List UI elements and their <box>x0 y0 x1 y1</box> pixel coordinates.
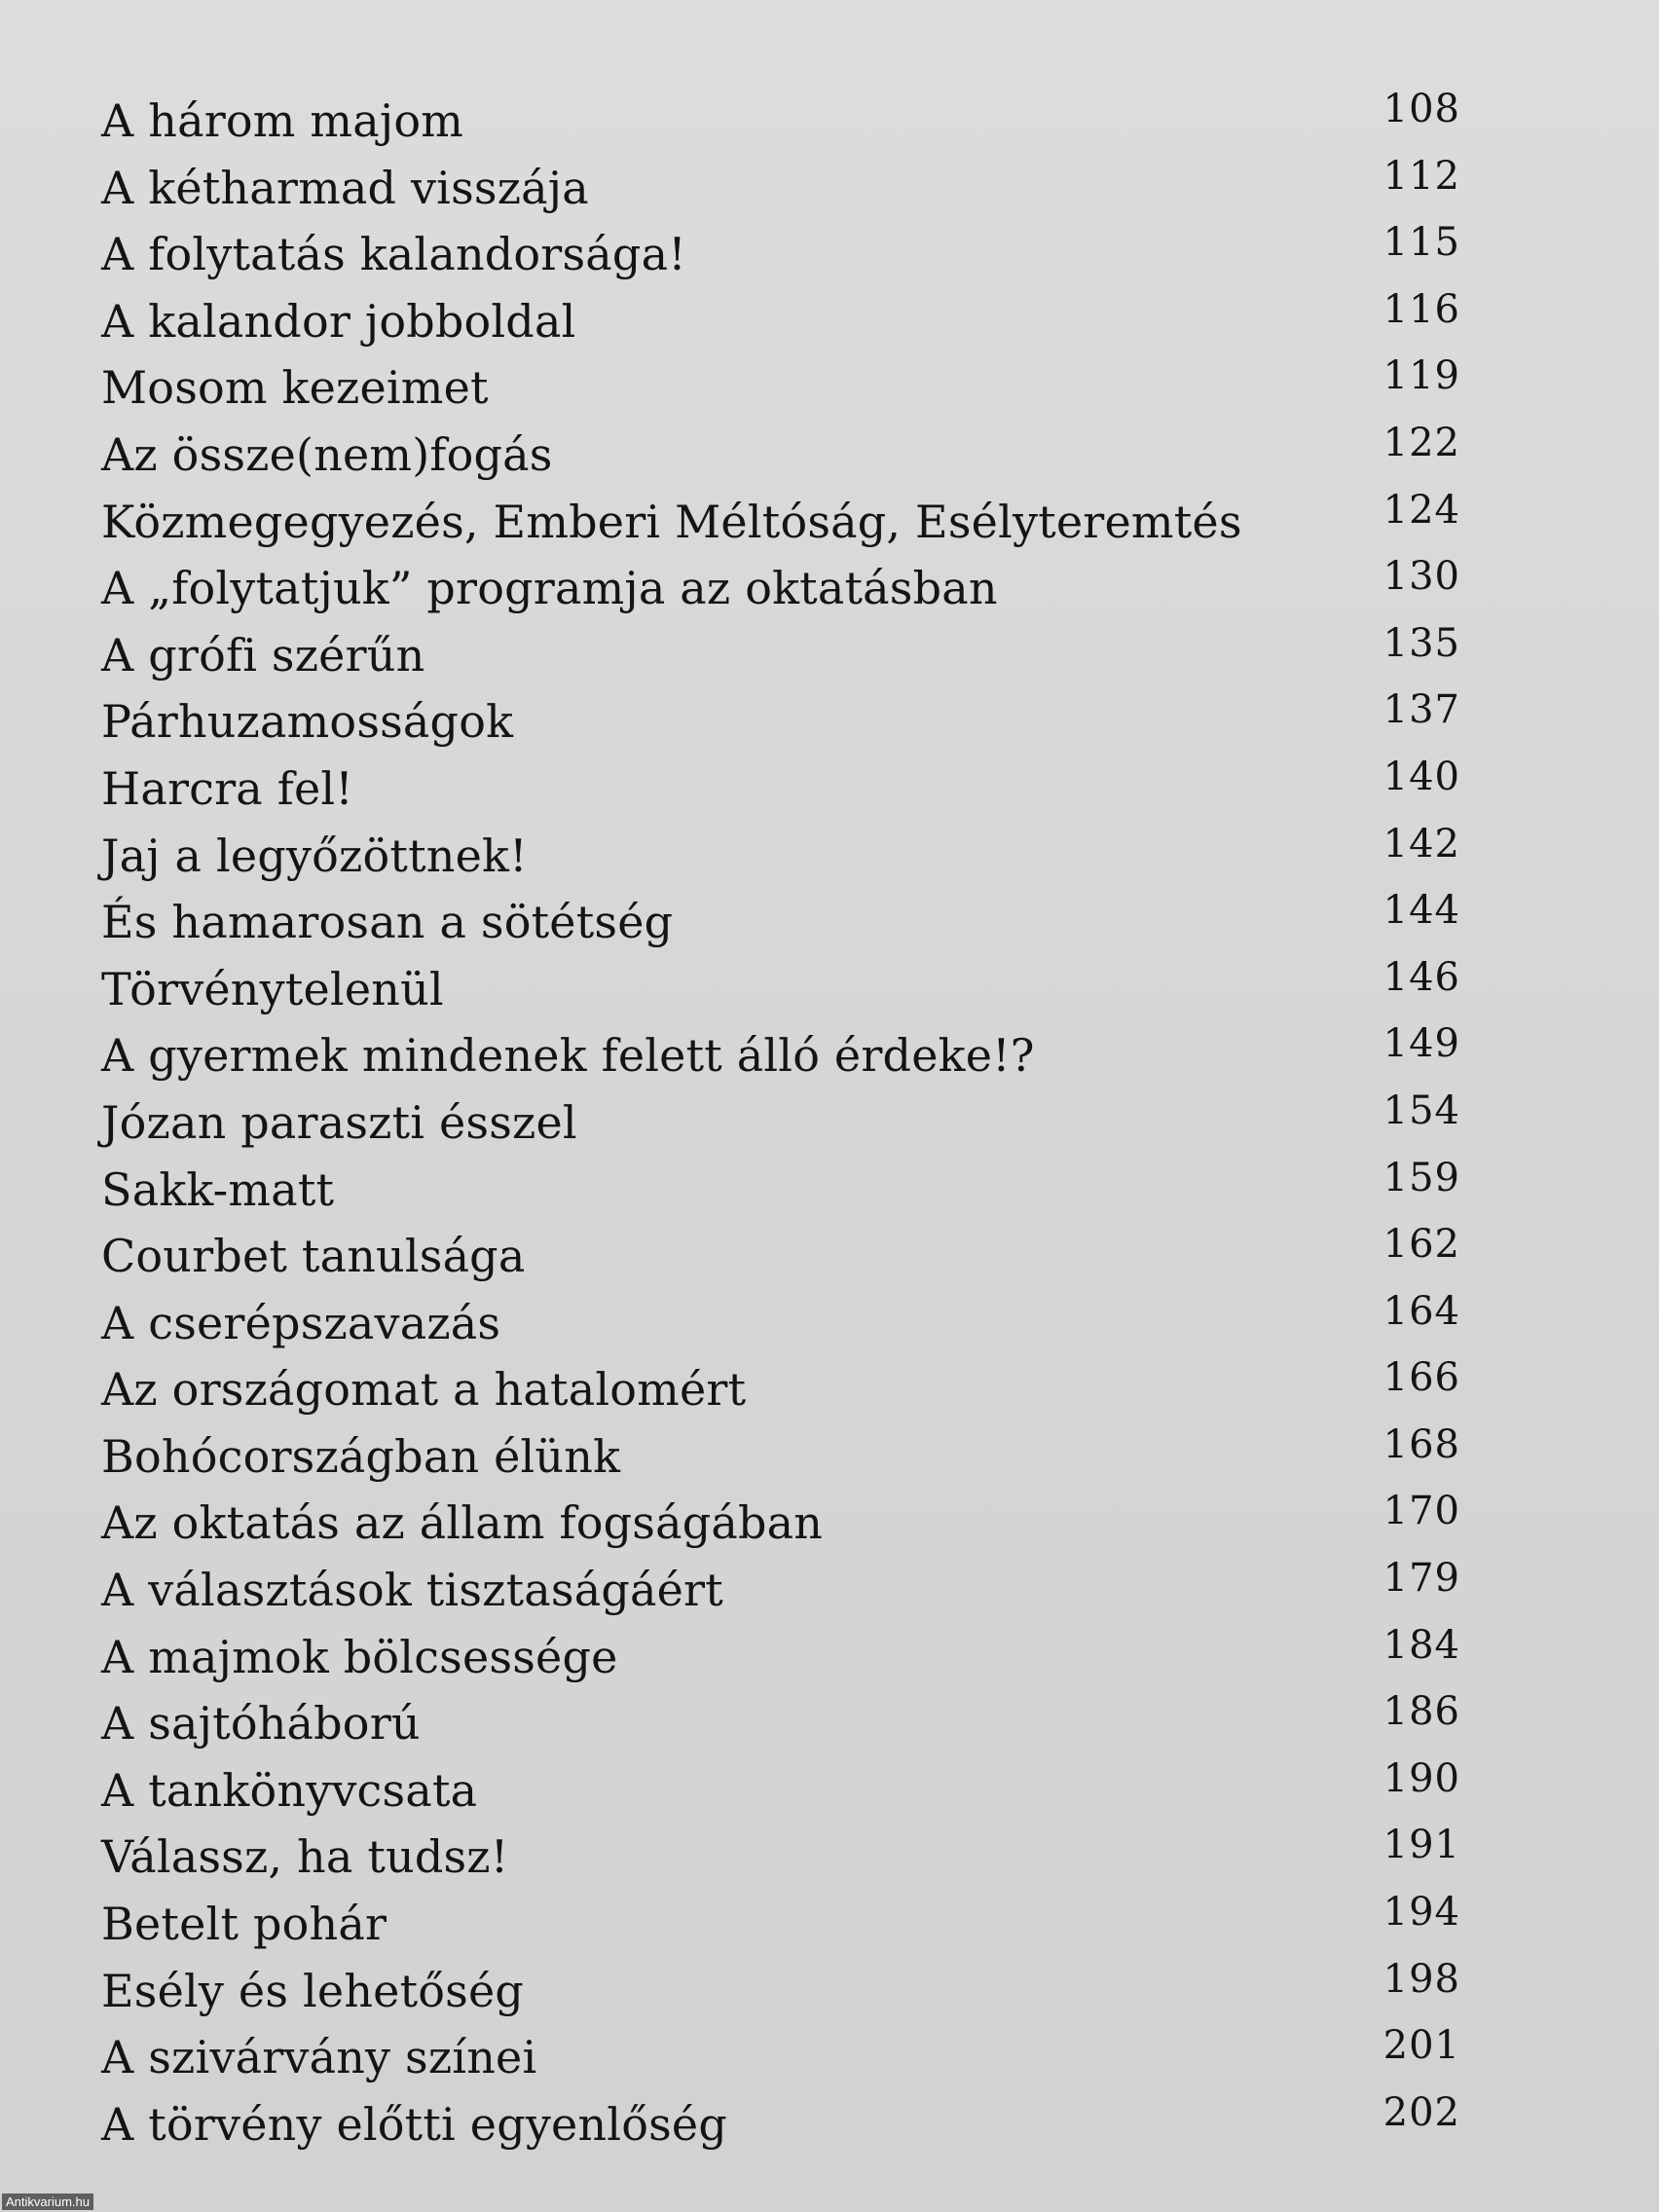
toc-entry-title: Courbet tanulsága <box>101 1230 526 1283</box>
watermark: Antikvarium.hu <box>2 2194 93 2210</box>
toc-entry-page-number: 146 <box>1382 954 1460 1000</box>
toc-entry-title: Sakk-matt <box>101 1162 335 1216</box>
toc-entry-page-number: 140 <box>1382 754 1460 799</box>
toc-entry-title: Betelt pohár <box>101 1898 387 1951</box>
toc-entry-page-number: 191 <box>1382 1823 1460 1868</box>
toc-entry-title: A grófi szérűn <box>101 628 425 682</box>
toc-entry <box>97 353 1480 424</box>
toc-entry <box>97 1421 1480 1493</box>
toc-entry <box>97 1956 1480 2027</box>
toc-entry <box>97 487 1480 558</box>
toc-entry-title: Jaj a legyőzöttnek! <box>101 829 528 882</box>
toc-entry-page-number: 116 <box>1382 286 1460 332</box>
toc-entry <box>97 87 1480 157</box>
toc-entry-title: A gyermek mindenek felett álló érdeke!? <box>101 1029 1035 1083</box>
toc-entry <box>97 754 1480 825</box>
toc-entry-title: Bohócországban élünk <box>101 1429 621 1483</box>
toc-entry <box>97 1088 1480 1159</box>
toc-entry <box>97 687 1480 757</box>
toc-entry-page-number: 124 <box>1382 487 1460 533</box>
toc-entry-title: Párhuzamosságok <box>101 695 514 749</box>
toc-entry-page-number: 184 <box>1382 1622 1460 1668</box>
toc-entry <box>97 554 1480 624</box>
toc-entry-title: A folytatás kalandorsága! <box>101 228 686 281</box>
toc-entry <box>97 420 1480 491</box>
toc-entry <box>97 153 1480 224</box>
toc-entry <box>97 220 1480 290</box>
toc-entry-title: A törvény előtti egyenlőség <box>101 2097 727 2151</box>
toc-entry <box>97 620 1480 691</box>
toc-entry-page-number: 142 <box>1382 821 1460 866</box>
toc-entry-title: Esély és lehetőség <box>101 1964 525 2017</box>
toc-entry-page-number: 112 <box>1382 153 1460 199</box>
toc-entry-page-number: 144 <box>1382 888 1460 934</box>
toc-entry-page-number: 154 <box>1382 1088 1460 1133</box>
toc-entry-page-number: 162 <box>1382 1222 1460 1268</box>
toc-entry-title: A tankönyvcsata <box>101 1763 478 1817</box>
toc-entry <box>97 1622 1480 1693</box>
toc-entry <box>97 1755 1480 1826</box>
toc-entry-page-number: 194 <box>1382 1890 1460 1936</box>
toc-entry-title: Harcra fel! <box>101 761 353 815</box>
toc-entry <box>97 888 1480 958</box>
toc-entry-page-number: 166 <box>1382 1355 1460 1401</box>
toc-entry-page-number: 170 <box>1382 1489 1460 1534</box>
toc-entry-page-number: 119 <box>1382 353 1460 399</box>
toc-entry <box>97 1288 1480 1359</box>
toc-entry-page-number: 108 <box>1382 87 1460 131</box>
toc-entry-page-number: 159 <box>1382 1155 1460 1200</box>
toc-entry <box>97 1355 1480 1425</box>
toc-entry <box>97 1825 1480 1893</box>
toc-entry-page-number: 137 <box>1382 687 1460 733</box>
toc-entry-title: Az össze(nem)fogás <box>101 427 553 481</box>
toc-entry-title: A sajtóháború <box>101 1697 421 1751</box>
toc-entry <box>97 1222 1480 1292</box>
toc-entry <box>97 2023 1480 2093</box>
toc-entry <box>97 1021 1480 1091</box>
toc-entry-title: Józan paraszti ésszel <box>101 1095 577 1149</box>
toc-entry <box>97 1489 1480 1559</box>
toc-entry-title: A kalandor jobboldal <box>101 294 576 348</box>
toc-entry-title: Mosom kezeimet <box>101 361 489 415</box>
toc-entry-title: A majmok bölcsessége <box>101 1630 618 1683</box>
toc-entry <box>97 1689 1480 1759</box>
toc-entry-page-number: 115 <box>1382 220 1460 266</box>
toc-entry-page-number: 201 <box>1382 2023 1460 2069</box>
toc-entry-page-number: 190 <box>1382 1755 1460 1801</box>
toc-entry <box>97 286 1480 357</box>
toc-entry-page-number: 149 <box>1382 1021 1460 1067</box>
toc-entry-page-number: 179 <box>1382 1556 1460 1602</box>
toc-entry-page-number: 135 <box>1382 620 1460 666</box>
toc-entry <box>97 1155 1480 1226</box>
toc-entry <box>97 2089 1480 2160</box>
toc-entry-title: A három majom <box>101 94 464 147</box>
table-of-contents <box>97 87 1480 2159</box>
toc-entry-title: A választások tisztaságáért <box>101 1564 723 1617</box>
toc-entry-title: És hamarosan a sötétség <box>101 896 674 949</box>
toc-entry-page-number: 168 <box>1382 1421 1460 1467</box>
toc-entry-title: A szivárvány színei <box>101 2031 537 2084</box>
toc-entry-title: A „folytatjuk” programja az oktatásban <box>101 562 998 615</box>
toc-entry-title: A kétharmad visszája <box>101 161 589 214</box>
toc-entry-title: Az oktatás az állam fogságában <box>101 1496 824 1550</box>
toc-entry <box>97 1556 1480 1626</box>
toc-entry-title: A cserépszavazás <box>101 1296 501 1349</box>
toc-entry <box>97 1890 1480 1960</box>
toc-entry-page-number: 202 <box>1382 2089 1460 2135</box>
toc-entry <box>97 954 1480 1025</box>
toc-entry-title: Válassz, ha tudsz! <box>101 1830 509 1884</box>
toc-entry-page-number: 198 <box>1382 1956 1460 2002</box>
toc-entry <box>97 821 1480 892</box>
toc-entry-page-number: 186 <box>1382 1689 1460 1735</box>
toc-entry-title: Közmegegyezés, Emberi Méltóság, Esélyteremtés <box>101 495 1242 548</box>
toc-entry-page-number: 130 <box>1382 554 1460 600</box>
toc-entry-page-number: 164 <box>1382 1288 1460 1334</box>
toc-entry-title: Törvénytelenül <box>101 962 444 1015</box>
toc-entry-title: Az országomat a hatalomért <box>101 1363 747 1417</box>
toc-entry-page-number: 122 <box>1382 420 1460 465</box>
